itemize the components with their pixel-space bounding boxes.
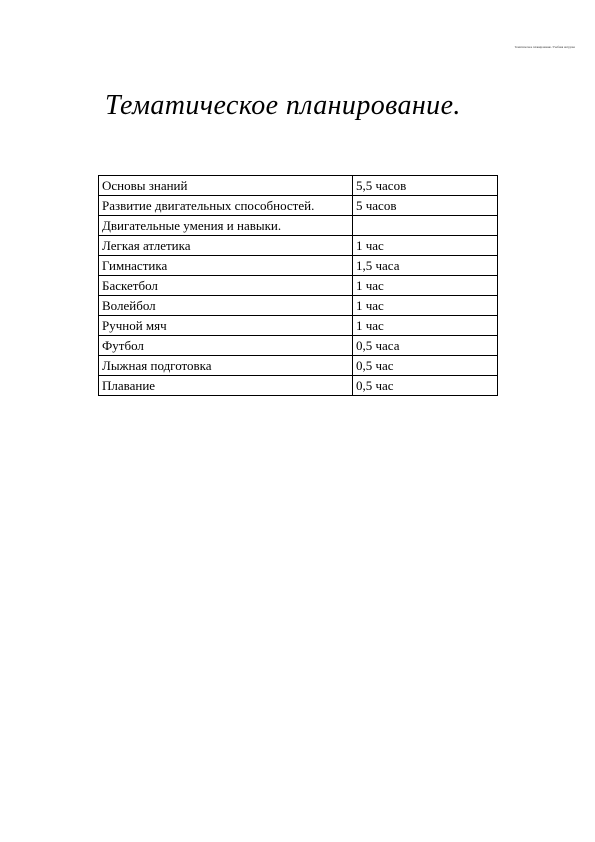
table-row xyxy=(99,376,498,396)
page-title: Тематическое планирование. xyxy=(105,90,461,121)
hours-cell xyxy=(353,216,498,236)
table-row xyxy=(99,316,498,336)
table-row xyxy=(99,196,498,216)
table-row xyxy=(99,236,498,256)
table-row xyxy=(99,296,498,316)
hours-cell: 0,5 час xyxy=(353,376,498,396)
hours-cell: 0,5 часа xyxy=(353,336,498,356)
hours-cell: 1,5 часа xyxy=(353,256,498,276)
topic-cell: Гимнастика xyxy=(99,256,353,276)
table-row xyxy=(99,216,498,236)
topic-cell: Плавание xyxy=(99,376,353,396)
hours-cell: 5 часов xyxy=(353,196,498,216)
table-row xyxy=(99,176,498,196)
table-row xyxy=(99,356,498,376)
topic-cell: Развитие двигательных способностей. xyxy=(99,196,353,216)
hours-cell: 1 час xyxy=(353,296,498,316)
topic-cell: Ручной мяч xyxy=(99,316,353,336)
topic-cell: Лыжная подготовка xyxy=(99,356,353,376)
topic-cell: Волейбол xyxy=(99,296,353,316)
topic-cell: Футбол xyxy=(99,336,353,356)
topic-cell: Баскетбол xyxy=(99,276,353,296)
hours-cell: 1 час xyxy=(353,316,498,336)
planning-table xyxy=(98,175,498,396)
hours-cell: 1 час xyxy=(353,236,498,256)
hours-cell: 5,5 часов xyxy=(353,176,498,196)
table-row xyxy=(99,256,498,276)
table-row xyxy=(99,276,498,296)
hours-cell: 0,5 час xyxy=(353,356,498,376)
table-row xyxy=(99,336,498,356)
topic-cell: Двигательные умения и навыки. xyxy=(99,216,353,236)
topic-cell: Легкая атлетика xyxy=(99,236,353,256)
hours-cell: 1 час xyxy=(353,276,498,296)
header-note: Тематическое планирование. Учебная нагрузка xyxy=(514,45,575,49)
topic-cell: Основы знаний xyxy=(99,176,353,196)
